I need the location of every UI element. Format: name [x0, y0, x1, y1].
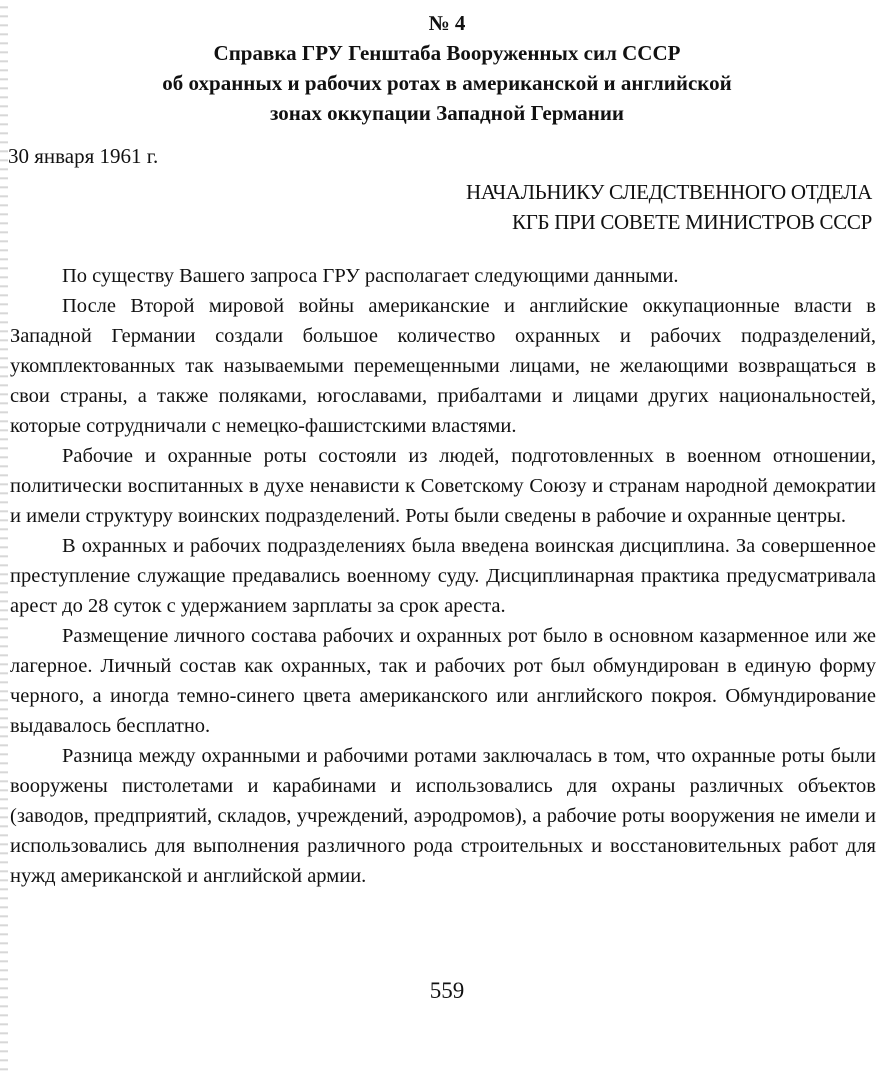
- addressee: [466, 177, 872, 237]
- page-number: 559: [429, 978, 465, 1003]
- document-title-line-3: зонах оккупации Западной Германии: [269, 101, 625, 125]
- addressee-line-1: НАЧАЛЬНИКУ СЛЕДСТВЕННОГО ОТДЕЛА: [465, 180, 872, 204]
- document-body: [10, 261, 876, 891]
- paragraph-4: В охранных и рабочих подразделениях была введена воинская дисциплина. За совершенное преступление служащие предавались военному суду. Дисциплинарная практика предусматривала арест до 28 суток с удержанием зарплаты за срок ареста.: [10, 535, 876, 617]
- document-number: № 4: [428, 11, 466, 35]
- paragraph-5: Размещение личного состава рабочих и охранных рот было в основном казарменное или же лагерное. Личный состав как охранных, так и рабочих рот был обмундирован в единую форму черного, а иногда темно-синего цвета американского или английского покроя. Обмундирование выдавалось бесплатно.: [10, 625, 876, 737]
- scan-edge-artifact: [0, 0, 8, 1077]
- document-heading: [0, 8, 894, 128]
- paragraph-1: По существу Вашего запроса ГРУ располагает следующими данными.: [62, 265, 679, 287]
- addressee-line-2: КГБ ПРИ СОВЕТЕ МИНИСТРОВ СССР: [512, 210, 872, 234]
- paragraph-3: Рабочие и охранные роты состояли из людей, подготовленных в военном отношении, политически воспитанных в духе ненависти к Советскому Союзу и странам народной демократии и имели структуру воинских подразделений. Роты были сведены в рабочие и охранные центры.: [10, 445, 876, 527]
- document-date: 30 января 1961 г.: [8, 144, 159, 168]
- paragraph-6: Разница между охранными и рабочими ротами заключалась в том, что охранные роты были вооружены пистолетами и карабинами и использовались для охраны различных объектов (заводов, предприятий, складов, учреждений, аэродромов), а рабочие роты вооружения не имели и использовались для выполнения различного рода строительных и восстановительных работ для нужд американской и английской армии.: [10, 745, 876, 887]
- document-title-line-2: об охранных и рабочих ротах в американской и английской: [162, 71, 732, 95]
- paragraph-2: После Второй мировой войны американские и английские оккупационные власти в Западной Германии создали большое количество охранных и рабочих подразделений, укомплектованных так называемыми перемещенными лицами, не желающими возвращаться в свои страны, а также поляками, югославами, прибалтами и лицами других национальностей, которые сотрудничали с немецко-фашистскими властями.: [10, 295, 876, 437]
- document-title-line-1: Справка ГРУ Генштаба Вооруженных сил СССР: [213, 41, 681, 65]
